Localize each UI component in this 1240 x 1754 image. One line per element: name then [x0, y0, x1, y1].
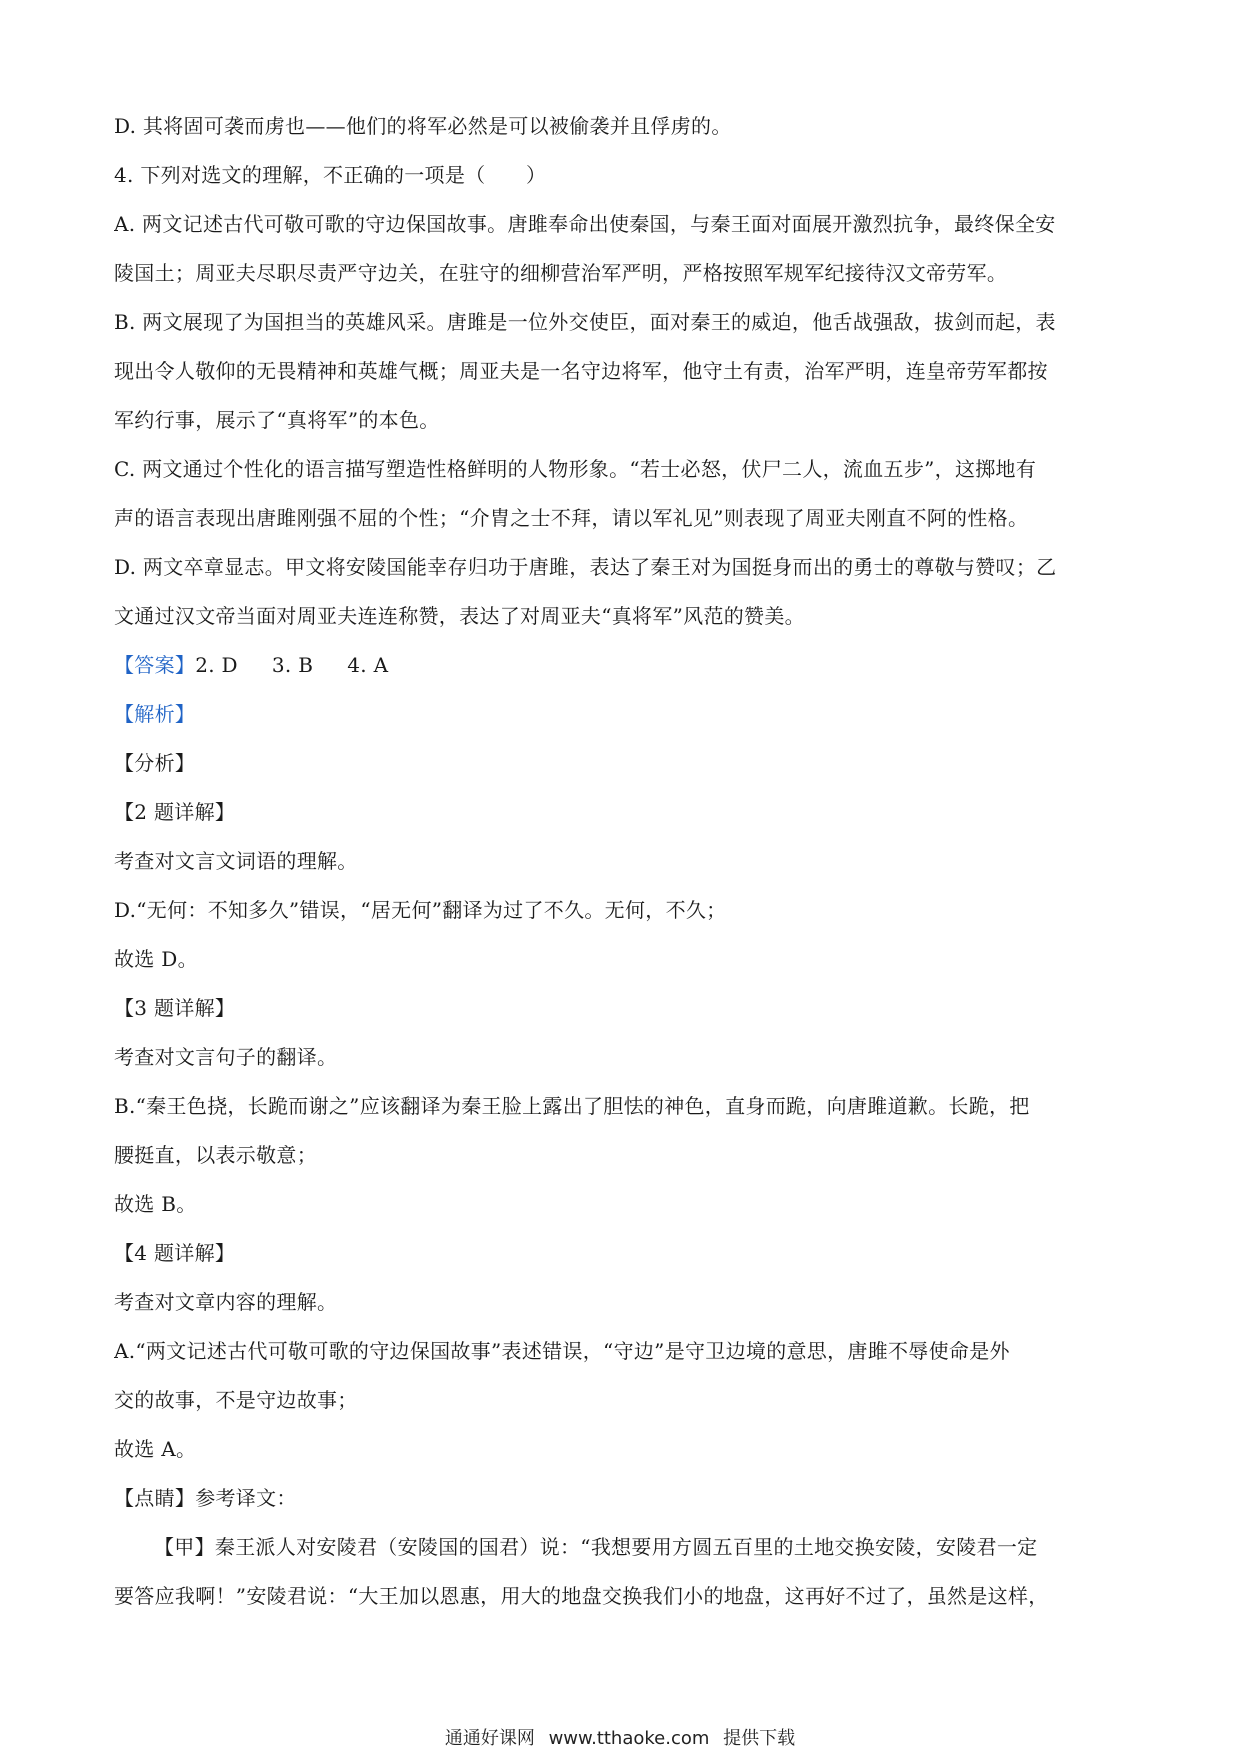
analysis-heading: 【分析】: [114, 751, 196, 775]
q4-detail-line4: 故选 A。: [114, 1437, 197, 1461]
q4-detail-line1: 考查对文章内容的理解。: [114, 1290, 338, 1314]
q4-option-b-line3: 军约行事，展示了“真将军”的本色。: [114, 408, 440, 432]
q3-detail-line3: 腰挺直，以表示敬意；: [114, 1143, 317, 1167]
footer-site-name: 通通好课网: [444, 1728, 535, 1749]
answer-label: 【答案】: [114, 653, 196, 677]
q2-detail-line1: 考查对文言文词语的理解。: [114, 849, 358, 873]
footer-url[interactable]: www.tthaoke.com: [548, 1728, 710, 1749]
answer-3: 3. B: [271, 653, 314, 677]
q4-option-a-line2: 陵国土；周亚夫尽职尽责严守边关，在驻守的细柳营治军严明，严格按照军规军纪接待汉文帝劳军。: [114, 261, 1008, 285]
q3-detail-line1: 考查对文言句子的翻译。: [114, 1045, 338, 1069]
footer-note: 提供下载: [723, 1728, 796, 1749]
q4-option-c-line1: C. 两文通过个性化的语言描写塑造性格鲜明的人物形象。“若士必怒，伏尸二人，流血五步”，这掷地有: [114, 457, 1037, 481]
q4-option-d-line1: D. 两文卒章显志。甲文将安陵国能幸存归功于唐雎，表达了秦王对为国挺身而出的勇士的尊敬与赞叹；乙: [114, 555, 1057, 579]
q3-detail-title: 【3 题详解】: [114, 996, 236, 1020]
q3-detail-line4: 故选 B。: [114, 1192, 197, 1216]
q4-option-b-line2: 现出令人敬仰的无畏精神和英雄气概；周亚夫是一名守边将军，他守土有责，治军严明，连皇帝劳军都按: [114, 359, 1048, 383]
q2-detail-line3: 故选 D。: [114, 947, 198, 971]
q4-option-c-line2: 声的语言表现出唐雎刚强不屈的个性；“介胄之士不拜，请以军礼见”则表现了周亚夫刚直不阿的性格。: [114, 506, 1029, 530]
q2-detail-title: 【2 题详解】: [114, 800, 236, 824]
q2-detail-line2: D.“无何：不知多久”错误，“居无何”翻译为过了不久。无何，不久；: [114, 898, 727, 922]
analysis-label: 【解析】: [114, 702, 196, 726]
q4-option-b-line1: B. 两文展现了为国担当的英雄风采。唐雎是一位外交使臣，面对秦王的威迫，他舌战强敌，拔剑而起，表: [114, 310, 1056, 334]
q4-option-a-line1: A. 两文记述古代可敬可歌的守边保国故事。唐雎奉命出使秦国，与秦王面对面展开激烈抗争，最终保全安: [114, 212, 1056, 236]
question-4-stem: 4. 下列对选文的理解，不正确的一项是（ ）: [114, 163, 547, 187]
answer-2: 2. D: [195, 653, 238, 677]
page-content: [114, 102, 1134, 1621]
q4-detail-title: 【4 题详解】: [114, 1241, 236, 1265]
q4-detail-line3: 交的故事，不是守边故事；: [114, 1388, 358, 1412]
q3-detail-line2: B.“秦王色挠，长跪而谢之”应该翻译为秦王脸上露出了胆怯的神色，直身而跪，向唐雎道歉。长跪，把: [114, 1094, 1030, 1118]
translation-line1: 【甲】秦王派人对安陵君（安陵国的国君）说：“我想要用方圆五百里的土地交换安陵，安陵君一定: [154, 1535, 1038, 1559]
translation-line2: 要答应我啊！”安陵君说：“大王加以恩惠，用大的地盘交换我们小的地盘，这再好不过了，虽然是这样，: [114, 1584, 1049, 1608]
answer-row: [114, 641, 1134, 690]
dianjing-heading: 【点睛】参考译文：: [114, 1486, 297, 1510]
page-footer: [0, 1724, 1240, 1750]
q4-detail-line2: A.“两文记述古代可敬可歌的守边保国故事”表述错误，“守边”是守卫边境的意思，唐雎不辱使命是外: [114, 1339, 1010, 1363]
option-d-q3: D. 其将固可袭而虏也——他们的将军必然是可以被偷袭并且俘虏的。: [114, 114, 732, 138]
answer-4: 4. A: [347, 653, 389, 677]
q4-option-d-line2: 文通过汉文帝当面对周亚夫连连称赞，表达了对周亚夫“真将军”风范的赞美。: [114, 604, 805, 628]
